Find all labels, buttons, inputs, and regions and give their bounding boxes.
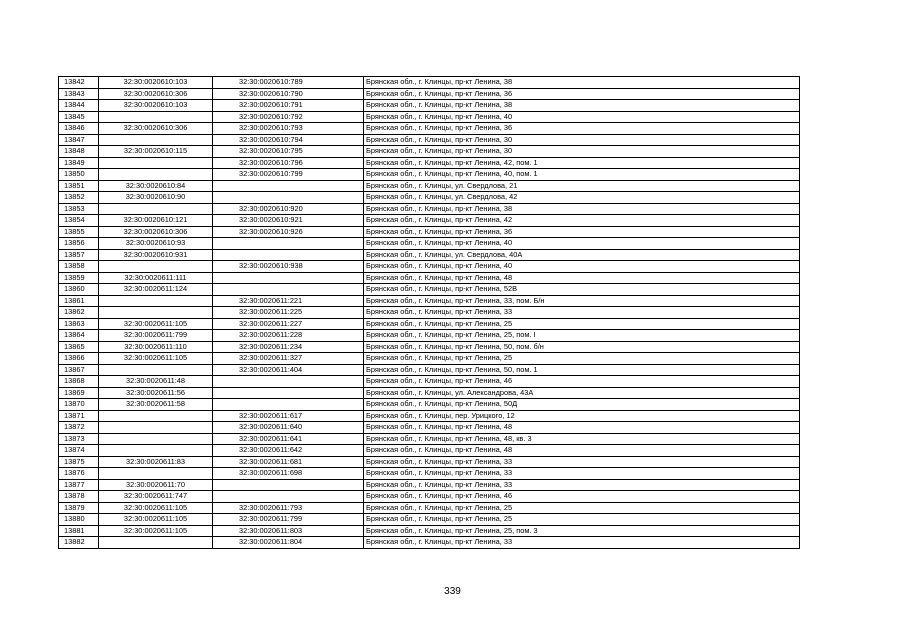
row-number-cell: 13873: [59, 433, 99, 445]
previous-cadastral-number-cell: [99, 203, 213, 215]
cadastral-number-cell: 32:30:0020611:221: [213, 295, 364, 307]
address-cell: Брянская обл., г. Клинцы, пр-кт Ленина, 38: [364, 100, 800, 112]
address-cell: Брянская обл., г. Клинцы, пр-кт Ленина, 48, кв. 3: [364, 433, 800, 445]
previous-cadastral-number-cell: [99, 537, 213, 549]
previous-cadastral-number-cell: [99, 410, 213, 422]
row-number-cell: 13844: [59, 100, 99, 112]
table-row: [59, 203, 800, 215]
row-number-cell: 13857: [59, 249, 99, 261]
previous-cadastral-number-cell: 32:30:0020610:115: [99, 146, 213, 158]
cadastral-register-table: [58, 76, 800, 549]
address-cell: Брянская обл., г. Клинцы, пр-кт Ленина, 25: [364, 502, 800, 514]
address-cell: Брянская обл., г. Клинцы, пр-кт Ленина, 40: [364, 111, 800, 123]
previous-cadastral-number-cell: 32:30:0020611:747: [99, 491, 213, 503]
cadastral-number-cell: 32:30:0020611:641: [213, 433, 364, 445]
table-row: [59, 111, 800, 123]
table-row: [59, 330, 800, 342]
previous-cadastral-number-cell: 32:30:0020611:105: [99, 318, 213, 330]
address-cell: Брянская обл., г. Клинцы, пер. Урицкого, 12: [364, 410, 800, 422]
cadastral-number-cell: [213, 376, 364, 388]
cadastral-number-cell: 32:30:0020610:791: [213, 100, 364, 112]
previous-cadastral-number-cell: 32:30:0020610:931: [99, 249, 213, 261]
table-row: [59, 157, 800, 169]
row-number-cell: 13860: [59, 284, 99, 296]
row-number-cell: 13862: [59, 307, 99, 319]
table-row: [59, 341, 800, 353]
address-cell: Брянская обл., г. Клинцы, пр-кт Ленина, 50, пом. 1: [364, 364, 800, 376]
row-number-cell: 13864: [59, 330, 99, 342]
previous-cadastral-number-cell: [99, 134, 213, 146]
row-number-cell: 13879: [59, 502, 99, 514]
row-number-cell: 13867: [59, 364, 99, 376]
table-row: [59, 77, 800, 89]
address-cell: Брянская обл., г. Клинцы, пр-кт Ленина, 33: [364, 456, 800, 468]
address-cell: Брянская обл., г. Клинцы, пр-кт Ленина, 33: [364, 537, 800, 549]
row-number-cell: 13865: [59, 341, 99, 353]
previous-cadastral-number-cell: [99, 445, 213, 457]
address-cell: Брянская обл., г. Клинцы, пр-кт Ленина, 38: [364, 203, 800, 215]
cadastral-number-cell: 32:30:0020611:681: [213, 456, 364, 468]
cadastral-number-cell: [213, 399, 364, 411]
table-row: [59, 387, 800, 399]
table-row: [59, 456, 800, 468]
table-row: [59, 215, 800, 227]
previous-cadastral-number-cell: 32:30:0020610:306: [99, 123, 213, 135]
previous-cadastral-number-cell: 32:30:0020610:93: [99, 238, 213, 250]
address-cell: Брянская обл., г. Клинцы, пр-кт Ленина, 48: [364, 445, 800, 457]
cadastral-number-cell: 32:30:0020611:228: [213, 330, 364, 342]
table-row: [59, 238, 800, 250]
row-number-cell: 13852: [59, 192, 99, 204]
row-number-cell: 13847: [59, 134, 99, 146]
address-cell: Брянская обл., г. Клинцы, пр-кт Ленина, 48: [364, 272, 800, 284]
address-cell: Брянская обл., г. Клинцы, пр-кт Ленина, 48: [364, 422, 800, 434]
row-number-cell: 13870: [59, 399, 99, 411]
cadastral-number-cell: 32:30:0020610:921: [213, 215, 364, 227]
previous-cadastral-number-cell: 32:30:0020611:799: [99, 330, 213, 342]
table-row: [59, 284, 800, 296]
cadastral-number-cell: 32:30:0020611:698: [213, 468, 364, 480]
cadastral-number-cell: 32:30:0020611:227: [213, 318, 364, 330]
cadastral-number-cell: 32:30:0020610:926: [213, 226, 364, 238]
address-cell: Брянская обл., г. Клинцы, пр-кт Ленина, 33, пом. Б/н: [364, 295, 800, 307]
previous-cadastral-number-cell: 32:30:0020611:83: [99, 456, 213, 468]
cadastral-number-cell: 32:30:0020610:794: [213, 134, 364, 146]
row-number-cell: 13882: [59, 537, 99, 549]
cadastral-number-cell: 32:30:0020610:792: [213, 111, 364, 123]
row-number-cell: 13843: [59, 88, 99, 100]
address-cell: Брянская обл., г. Клинцы, пр-кт Ленина, 25: [364, 318, 800, 330]
table-row: [59, 479, 800, 491]
table-row: [59, 514, 800, 526]
cadastral-number-cell: 32:30:0020611:404: [213, 364, 364, 376]
previous-cadastral-number-cell: [99, 261, 213, 273]
address-cell: Брянская обл., г. Клинцы, пр-кт Ленина, 40: [364, 238, 800, 250]
address-cell: Брянская обл., г. Клинцы, пр-кт Ленина, 25, пом. I: [364, 330, 800, 342]
row-number-cell: 13868: [59, 376, 99, 388]
previous-cadastral-number-cell: [99, 468, 213, 480]
row-number-cell: 13842: [59, 77, 99, 89]
address-cell: Брянская обл., г. Клинцы, пр-кт Ленина, 46: [364, 376, 800, 388]
cadastral-number-cell: 32:30:0020610:920: [213, 203, 364, 215]
table-row: [59, 399, 800, 411]
previous-cadastral-number-cell: [99, 307, 213, 319]
table-row: [59, 123, 800, 135]
cadastral-number-cell: 32:30:0020611:804: [213, 537, 364, 549]
address-cell: Брянская обл., г. Клинцы, ул. Свердлова, 42: [364, 192, 800, 204]
row-number-cell: 13866: [59, 353, 99, 365]
address-cell: Брянская обл., г. Клинцы, пр-кт Ленина, 25: [364, 353, 800, 365]
cadastral-number-cell: 32:30:0020610:790: [213, 88, 364, 100]
row-number-cell: 13859: [59, 272, 99, 284]
address-cell: Брянская обл., г. Клинцы, пр-кт Ленина, 36: [364, 226, 800, 238]
address-cell: Брянская обл., г. Клинцы, пр-кт Ленина, 52В: [364, 284, 800, 296]
address-cell: Брянская обл., г. Клинцы, пр-кт Ленина, 33: [364, 307, 800, 319]
previous-cadastral-number-cell: [99, 111, 213, 123]
address-cell: Брянская обл., г. Клинцы, пр-кт Ленина, 33: [364, 479, 800, 491]
table-row: [59, 100, 800, 112]
previous-cadastral-number-cell: [99, 422, 213, 434]
address-cell: Брянская обл., г. Клинцы, ул. Александрова, 43А: [364, 387, 800, 399]
row-number-cell: 13849: [59, 157, 99, 169]
table-row: [59, 146, 800, 158]
table-row: [59, 491, 800, 503]
previous-cadastral-number-cell: 32:30:0020610:84: [99, 180, 213, 192]
previous-cadastral-number-cell: [99, 169, 213, 181]
table-row: [59, 502, 800, 514]
row-number-cell: 13846: [59, 123, 99, 135]
address-cell: Брянская обл., г. Клинцы, пр-кт Ленина, 50Д: [364, 399, 800, 411]
address-cell: Брянская обл., г. Клинцы, пр-кт Ленина, 30: [364, 134, 800, 146]
row-number-cell: 13863: [59, 318, 99, 330]
row-number-cell: 13874: [59, 445, 99, 457]
previous-cadastral-number-cell: 32:30:0020611:58: [99, 399, 213, 411]
cadastral-number-cell: 32:30:0020611:642: [213, 445, 364, 457]
table-row: [59, 192, 800, 204]
row-number-cell: 13848: [59, 146, 99, 158]
address-cell: Брянская обл., г. Клинцы, пр-кт Ленина, 42: [364, 215, 800, 227]
address-cell: Брянская обл., г. Клинцы, пр-кт Ленина, 30: [364, 146, 800, 158]
row-number-cell: 13875: [59, 456, 99, 468]
row-number-cell: 13858: [59, 261, 99, 273]
table-row: [59, 249, 800, 261]
table-row: [59, 180, 800, 192]
table-row: [59, 525, 800, 537]
previous-cadastral-number-cell: 32:30:0020610:103: [99, 77, 213, 89]
previous-cadastral-number-cell: [99, 157, 213, 169]
previous-cadastral-number-cell: [99, 433, 213, 445]
cadastral-number-cell: [213, 491, 364, 503]
cadastral-number-cell: 32:30:0020611:799: [213, 514, 364, 526]
cadastral-number-cell: 32:30:0020610:799: [213, 169, 364, 181]
previous-cadastral-number-cell: 32:30:0020611:124: [99, 284, 213, 296]
table-row: [59, 410, 800, 422]
previous-cadastral-number-cell: 32:30:0020610:90: [99, 192, 213, 204]
cadastral-number-cell: [213, 387, 364, 399]
row-number-cell: 13877: [59, 479, 99, 491]
previous-cadastral-number-cell: 32:30:0020610:306: [99, 88, 213, 100]
table-row: [59, 468, 800, 480]
previous-cadastral-number-cell: 32:30:0020610:306: [99, 226, 213, 238]
row-number-cell: 13869: [59, 387, 99, 399]
table-row: [59, 353, 800, 365]
previous-cadastral-number-cell: 32:30:0020611:110: [99, 341, 213, 353]
previous-cadastral-number-cell: 32:30:0020611:70: [99, 479, 213, 491]
table-row: [59, 226, 800, 238]
table-row: [59, 537, 800, 549]
address-cell: Брянская обл., г. Клинцы, ул. Свердлова, 40А: [364, 249, 800, 261]
cadastral-number-cell: 32:30:0020611:234: [213, 341, 364, 353]
cadastral-number-cell: 32:30:0020611:617: [213, 410, 364, 422]
previous-cadastral-number-cell: 32:30:0020611:105: [99, 353, 213, 365]
table-row: [59, 318, 800, 330]
cadastral-number-cell: [213, 192, 364, 204]
previous-cadastral-number-cell: 32:30:0020611:48: [99, 376, 213, 388]
table-row: [59, 272, 800, 284]
table-row: [59, 88, 800, 100]
cadastral-number-cell: 32:30:0020610:793: [213, 123, 364, 135]
address-cell: Брянская обл., г. Клинцы, ул. Свердлова, 21: [364, 180, 800, 192]
cadastral-number-cell: 32:30:0020611:327: [213, 353, 364, 365]
table-row: [59, 169, 800, 181]
cadastral-number-cell: 32:30:0020610:795: [213, 146, 364, 158]
previous-cadastral-number-cell: 32:30:0020611:111: [99, 272, 213, 284]
table-row: [59, 295, 800, 307]
previous-cadastral-number-cell: [99, 364, 213, 376]
address-cell: Брянская обл., г. Клинцы, пр-кт Ленина, 40, пом. 1: [364, 169, 800, 181]
page-number: 339: [444, 586, 461, 597]
table-row: [59, 261, 800, 273]
table-row: [59, 376, 800, 388]
previous-cadastral-number-cell: 32:30:0020611:105: [99, 502, 213, 514]
address-cell: Брянская обл., г. Клинцы, пр-кт Ленина, 40: [364, 261, 800, 273]
cadastral-number-cell: 32:30:0020611:803: [213, 525, 364, 537]
table-row: [59, 134, 800, 146]
address-cell: Брянская обл., г. Клинцы, пр-кт Ленина, 33: [364, 468, 800, 480]
row-number-cell: 13878: [59, 491, 99, 503]
cadastral-number-cell: [213, 272, 364, 284]
previous-cadastral-number-cell: 32:30:0020611:105: [99, 514, 213, 526]
address-cell: Брянская обл., г. Клинцы, пр-кт Ленина, 36: [364, 123, 800, 135]
row-number-cell: 13881: [59, 525, 99, 537]
row-number-cell: 13854: [59, 215, 99, 227]
address-cell: Брянская обл., г. Клинцы, пр-кт Ленина, 42, пом. 1: [364, 157, 800, 169]
previous-cadastral-number-cell: 32:30:0020610:103: [99, 100, 213, 112]
cadastral-number-cell: [213, 479, 364, 491]
previous-cadastral-number-cell: [99, 295, 213, 307]
row-number-cell: 13851: [59, 180, 99, 192]
table-row: [59, 433, 800, 445]
address-cell: Брянская обл., г. Клинцы, пр-кт Ленина, 25: [364, 514, 800, 526]
cadastral-number-cell: [213, 180, 364, 192]
row-number-cell: 13861: [59, 295, 99, 307]
row-number-cell: 13850: [59, 169, 99, 181]
address-cell: Брянская обл., г. Клинцы, пр-кт Ленина, 25, пом. 3: [364, 525, 800, 537]
row-number-cell: 13855: [59, 226, 99, 238]
table-row: [59, 445, 800, 457]
cadastral-number-cell: [213, 284, 364, 296]
address-cell: Брянская обл., г. Клинцы, пр-кт Ленина, 36: [364, 88, 800, 100]
previous-cadastral-number-cell: 32:30:0020610:121: [99, 215, 213, 227]
register-table-body: [59, 77, 800, 549]
table-row: [59, 422, 800, 434]
table-row: [59, 364, 800, 376]
table-row: [59, 307, 800, 319]
address-cell: Брянская обл., г. Клинцы, пр-кт Ленина, 50, пом. б/н: [364, 341, 800, 353]
previous-cadastral-number-cell: 32:30:0020611:56: [99, 387, 213, 399]
row-number-cell: 13876: [59, 468, 99, 480]
previous-cadastral-number-cell: 32:30:0020611:105: [99, 525, 213, 537]
row-number-cell: 13856: [59, 238, 99, 250]
row-number-cell: 13853: [59, 203, 99, 215]
cadastral-number-cell: 32:30:0020611:793: [213, 502, 364, 514]
row-number-cell: 13871: [59, 410, 99, 422]
cadastral-number-cell: [213, 238, 364, 250]
cadastral-number-cell: 32:30:0020611:225: [213, 307, 364, 319]
cadastral-number-cell: 32:30:0020610:796: [213, 157, 364, 169]
cadastral-number-cell: 32:30:0020610:789: [213, 77, 364, 89]
cadastral-number-cell: 32:30:0020611:640: [213, 422, 364, 434]
row-number-cell: 13845: [59, 111, 99, 123]
row-number-cell: 13872: [59, 422, 99, 434]
cadastral-number-cell: [213, 249, 364, 261]
cadastral-number-cell: 32:30:0020610:938: [213, 261, 364, 273]
address-cell: Брянская обл., г. Клинцы, пр-кт Ленина, 46: [364, 491, 800, 503]
address-cell: Брянская обл., г. Клинцы, пр-кт Ленина, 38: [364, 77, 800, 89]
row-number-cell: 13880: [59, 514, 99, 526]
